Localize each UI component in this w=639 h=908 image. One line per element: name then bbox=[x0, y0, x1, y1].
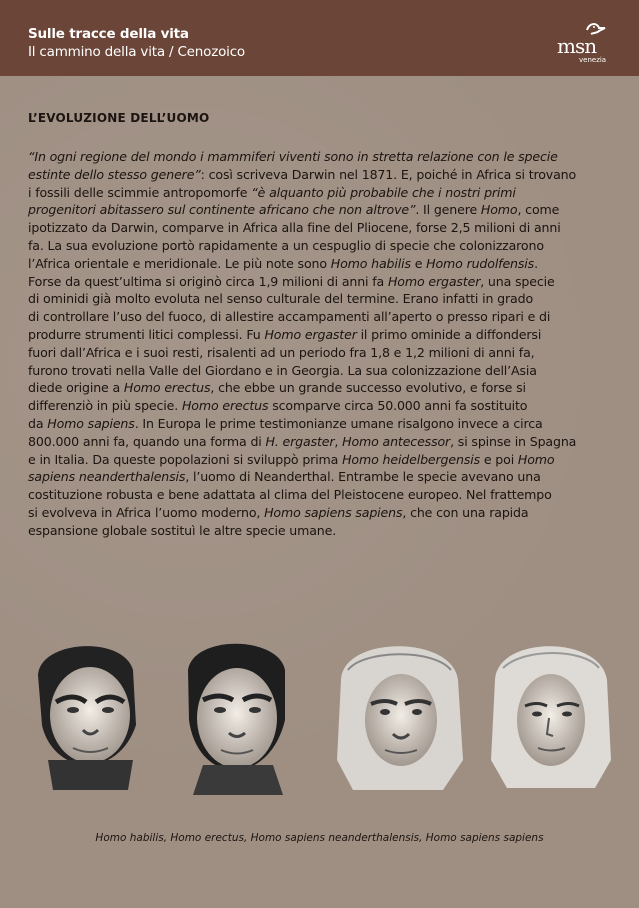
header-title: Sulle tracce della vita bbox=[28, 26, 189, 42]
body-line bbox=[28, 308, 614, 326]
italic-run: Homo bbox=[480, 202, 518, 218]
body-line bbox=[28, 397, 614, 415]
text-run: . Il genere bbox=[415, 202, 481, 218]
portrait-homo-sapiens-sapiens bbox=[491, 646, 611, 788]
text-run: ipotizzato da Darwin, comparve in Africa alla fine del Pliocene, forse 2,5 milioni di anni bbox=[28, 220, 561, 236]
italic-run: Homo erectus bbox=[123, 380, 211, 396]
portrait-homo-sapiens-neanderthalensis bbox=[337, 646, 463, 790]
header-banner bbox=[0, 0, 639, 76]
text-run: espansione globale sostituì le altre specie umane. bbox=[28, 522, 337, 538]
figure-caption: Homo habilis, Homo erectus, Homo sapiens neanderthalensis, Homo sapiens sapiens bbox=[95, 832, 544, 844]
italic-run: Homo sapiens sapiens bbox=[264, 504, 403, 520]
breadcrumb: Il cammino della vita / Cenozoico bbox=[28, 44, 245, 60]
body-line bbox=[28, 255, 614, 273]
italic-run: Homo ergaster bbox=[387, 273, 481, 289]
body-line bbox=[28, 379, 614, 397]
text-run: , una specie bbox=[480, 273, 555, 289]
body-line bbox=[28, 468, 614, 486]
italic-run: progenitori abitassero sul continente africano che non altrove” bbox=[28, 202, 416, 218]
text-run: , si spinse in Spagna bbox=[450, 433, 577, 449]
body-line bbox=[28, 433, 614, 451]
text-run: , l’uomo di Neanderthal. Entrambe le specie avevano una bbox=[185, 469, 541, 485]
body-line bbox=[28, 326, 614, 344]
italic-run: Homo habilis bbox=[330, 255, 411, 271]
text-run: diede origine a bbox=[28, 380, 124, 396]
italic-run: H. ergaster bbox=[265, 433, 335, 449]
body-line bbox=[28, 504, 614, 522]
text-run: differenziò in più specie. bbox=[28, 398, 182, 414]
text-run: costituzione robusta e bene adattata al clima del Pleistocene europeo. Nel frattempo bbox=[28, 487, 552, 503]
body-line bbox=[28, 201, 614, 219]
text-run: e poi bbox=[480, 451, 518, 467]
italic-run: estinte dello stesso genere” bbox=[28, 166, 201, 182]
text-run: , bbox=[334, 433, 343, 449]
text-run: l’Africa orientale e meridionale. Le più note sono bbox=[28, 255, 331, 271]
body-line bbox=[28, 415, 614, 433]
hominid-portraits bbox=[28, 630, 618, 810]
body-line bbox=[28, 166, 614, 184]
italic-run: Homo ergaster bbox=[264, 326, 357, 342]
body-line bbox=[28, 290, 614, 308]
body-line bbox=[28, 486, 614, 504]
body-line bbox=[28, 219, 614, 237]
body-line bbox=[28, 344, 614, 362]
text-run: il primo ominide a diffondersi bbox=[356, 326, 542, 342]
italic-run: Homo erectus bbox=[181, 398, 269, 414]
text-run: scomparve circa 50.000 anni fa sostituito bbox=[268, 398, 528, 414]
text-run: . bbox=[534, 255, 538, 271]
portrait-homo-erectus bbox=[188, 644, 285, 795]
text-run: . In Europa le prime testimonianze umane risalgono invece a circa bbox=[134, 415, 543, 431]
section-title: L’EVOLUZIONE DELL’UOMO bbox=[28, 111, 210, 125]
text-run: 800.000 anni fa, quando una forma di bbox=[28, 433, 266, 449]
text-run: e in Italia. Da queste popolazioni si sviluppò prima bbox=[28, 451, 343, 467]
text-run: : così scriveva Darwin nel 1871. E, poiché in Africa si trovano bbox=[200, 166, 577, 182]
text-run: Forse da quest’ultima si originò circa 1,9 milioni di anni fa bbox=[28, 273, 388, 289]
italic-run: “In ogni regione del mondo i mammiferi viventi sono in stretta relazione con le specie bbox=[28, 149, 558, 164]
italic-run: Homo sapiens bbox=[47, 415, 135, 431]
italic-run: Homo heidelbergensis bbox=[342, 451, 480, 467]
italic-run: “è alquanto più probabile che i nostri primi bbox=[251, 184, 516, 200]
logo-subtext: venezia bbox=[579, 56, 607, 64]
italic-run: sapiens neanderthalensis bbox=[28, 469, 186, 485]
italic-run: Homo bbox=[517, 451, 555, 467]
museum-logo bbox=[553, 20, 613, 66]
text-run: fa. La sua evoluzione portò rapidamente a un cespuglio di specie che colonizzarono bbox=[28, 237, 544, 253]
article-body bbox=[28, 148, 614, 540]
text-run: di ominidi già molto evoluta nel senso culturale del termine. Erano infatti in grado bbox=[28, 291, 533, 307]
text-run: e bbox=[410, 255, 427, 271]
text-run: da bbox=[28, 415, 48, 431]
italic-run: Homo antecessor bbox=[342, 433, 451, 449]
text-run: , che ebbe un grande successo evolutivo, e forse si bbox=[210, 380, 526, 396]
body-line bbox=[28, 148, 614, 166]
text-run: di controllare l’uso del fuoco, di allestire accampamenti all’aperto o presso ripari e di bbox=[28, 309, 551, 325]
text-run: produrre strumenti litici complessi. Fu bbox=[28, 326, 265, 342]
text-run: , che con una rapida bbox=[402, 504, 529, 520]
body-line bbox=[28, 362, 614, 380]
portrait-homo-habilis bbox=[38, 646, 136, 790]
text-run: i fossili delle scimmie antropomorfe bbox=[28, 184, 252, 200]
text-run: , come bbox=[517, 202, 560, 218]
logo-text: msn bbox=[557, 34, 597, 58]
body-line bbox=[28, 184, 614, 202]
body-line bbox=[28, 522, 614, 540]
body-line bbox=[28, 451, 614, 469]
text-run: fuori dall’Africa e i suoi resti, risalenti ad un periodo fra 1,8 e 1,2 milioni di anni fa, bbox=[28, 344, 535, 360]
body-line bbox=[28, 237, 614, 255]
italic-run: Homo rudolfensis bbox=[426, 255, 535, 271]
body-line bbox=[28, 273, 614, 291]
text-run: si evolveva in Africa l’uomo moderno, bbox=[28, 504, 265, 520]
text-run: furono trovati nella Valle del Giordano e in Georgia. La sua colonizzazione dell’Asia bbox=[28, 362, 537, 378]
